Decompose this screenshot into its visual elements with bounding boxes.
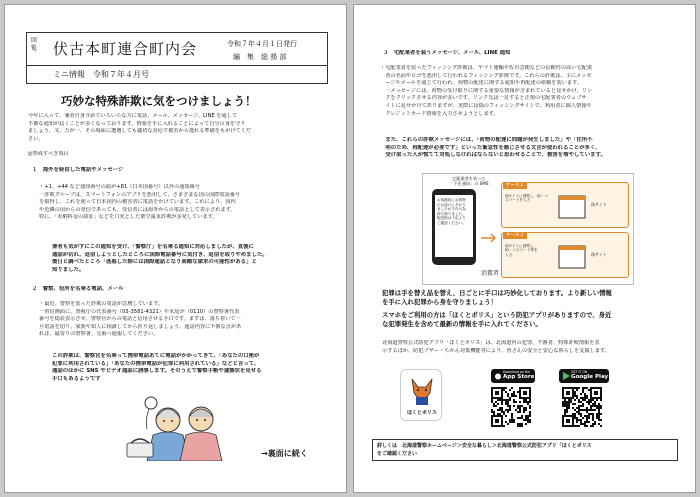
details-text bbox=[377, 442, 675, 458]
s1-note-line: 通話が切れ、返信しようとしたところに国際電話番号に気付き、返信を取りやめました。 bbox=[52, 251, 268, 258]
app-store-badge[interactable] bbox=[491, 369, 535, 383]
s3-note-line: 明のため、再配達が必要です」といった緊急性を感じさせる文言が使われることが多く、 bbox=[380, 144, 601, 151]
s2-line: 一着信画面に、警視庁の代表番号（03-3581-4321）や末尾が（0110）の警察署代表 bbox=[39, 308, 240, 315]
s2-line: 旦電話を切り、家族や知人に相談してから折り返しましょう。通話内容に不審な点があ bbox=[39, 323, 242, 330]
app-name: ほくとポリス bbox=[407, 410, 437, 416]
app-desc-line: 示するほか、防犯ブザー・ちかん対策機能等により、皆さんの安全と安心な暮らしを支援します。 bbox=[382, 347, 610, 354]
section2-body bbox=[39, 301, 329, 339]
association-title: 伏古本町連合町内会 bbox=[53, 40, 198, 58]
google-play-label: Google Play bbox=[571, 374, 609, 380]
warning-line: 犯罪は手を替え品を替え、日ごとに手口は巧妙化しております。より新しい情報 bbox=[382, 289, 612, 297]
consumer-label: 消費者 bbox=[481, 270, 500, 277]
section3-body bbox=[380, 65, 685, 118]
section3-title: ３ 宅配業者を装うメッセージ、メール、LINE 通知 bbox=[383, 50, 511, 56]
intro-text bbox=[28, 113, 328, 143]
editor: 編 集 総 務 部 bbox=[233, 53, 287, 61]
s3-line: ージやメールを通じて行われ、荷物の配達に関する通知や再配達の依頼を装います。 bbox=[380, 80, 583, 87]
apple-icon bbox=[494, 372, 502, 380]
arrow-icon bbox=[481, 218, 499, 258]
section1-title: １ 海外を経由した電話やメッセージ bbox=[32, 167, 124, 173]
issue-date: 令和７年４月１日発行 bbox=[227, 40, 297, 48]
s1-note-line: 知りました。 bbox=[52, 266, 85, 273]
section2-title: ２ 警察、役所を名乗る電話、メール bbox=[32, 286, 124, 292]
s2-note-line: 通話のほかに SNS やビデオ通話に誘導します。そのうえで警察手帳や逮捕状を見せる bbox=[52, 368, 262, 375]
elderly-phone-illustration bbox=[123, 385, 239, 461]
s1-line: ・+1、+44 など通知番号の頭が+81（日本国番号）以外の通知番号 bbox=[39, 184, 200, 190]
s1-note-line: 後日と調べたところ「迷惑した際には国際通話となり高額な請求の可能性がある」と bbox=[52, 259, 257, 266]
s1-line: や近隣の国からの発信であっても、受信者には海外からの電話として表示されます。 bbox=[39, 206, 236, 213]
s3-line: 一メッセージには、荷物の受け取りに関する重要な情報が含まれていると見せかけ、リン bbox=[380, 87, 593, 94]
google-play-badge[interactable] bbox=[559, 369, 609, 383]
sumapo-text bbox=[382, 311, 682, 329]
section3-note bbox=[380, 137, 685, 160]
sms-caption: 宅配業者を装った 「不在通知」の SMS bbox=[449, 176, 489, 186]
phishing-illustration bbox=[422, 173, 634, 285]
s3-note-line: また、これらの詐欺メッセージには、「荷物の配達に問題が発生しました」や「住所不 bbox=[380, 137, 593, 143]
play-icon bbox=[562, 372, 570, 380]
case2-label: ケース２ bbox=[503, 233, 527, 239]
intro-line: さい。 bbox=[28, 135, 44, 142]
case1-label: ケース１ bbox=[503, 183, 527, 189]
headline: 巧妙な特殊詐欺に気をつけましょう！ bbox=[61, 94, 257, 108]
fake-site-icon bbox=[557, 242, 587, 272]
app-desc-line: 北海道警察公式防犯アプリ「ほくとポリス」は、北海道内の犯罪、不審者、特殊詐欺情報を表 bbox=[382, 340, 600, 346]
circulate-mark: 回 覧 bbox=[31, 37, 38, 52]
s1-line: を取得し、これを使って日本国内の被害者に電話をかけています。これにより、国内 bbox=[39, 199, 236, 206]
s3-line: クレジットカード情報を入力させようとします。 bbox=[380, 110, 499, 117]
section1-note bbox=[52, 244, 330, 274]
intro-line: 今年に入って、兼者自身含めていろいろな方に電話、メール、メッセージ、LINE を通して bbox=[28, 113, 238, 119]
hokuto-police-app-icon[interactable] bbox=[400, 369, 442, 421]
fox-mascot-icon bbox=[406, 373, 438, 407]
warning-line: を手に入れ犯罪から身を守りましょう！ bbox=[382, 298, 498, 306]
s2-line: れば、最寄りの警察署、交番へ通報してください。 bbox=[39, 331, 159, 338]
caution-heading: ◎警戒すべき項目 bbox=[28, 151, 69, 157]
s2-line: 番号を偽装表示させ、警察官からの電話と信用させる手口です。ますは、落ち着いて一 bbox=[39, 316, 241, 323]
case1-text: 偽サイトに誘導し、ID・パスワードを入力 bbox=[505, 194, 549, 203]
s3-note-line: 受け取った人が慌てて対処しなければならないと思わせることで、被害を増やしています。 bbox=[380, 152, 606, 159]
left-page bbox=[4, 4, 347, 493]
sms-text: お客様宛にお荷物のお届けにあがりましたが不在の為持ち帰りました。配送物は下記よりご確認ください。 bbox=[437, 198, 466, 225]
s1-note-line: 兼者も気がすにこの通知を受け、「警察庁」を名乗る通知に対応しましたが、直後に bbox=[52, 244, 254, 250]
app-store-label: App Store bbox=[503, 374, 535, 380]
details-box bbox=[372, 439, 678, 461]
intro-line: 不審な通知が届くことが多くなっております。情報を手に入れることによって自分の身を守り bbox=[28, 120, 246, 127]
right-page bbox=[353, 4, 696, 493]
details-line: をご確認ください bbox=[377, 451, 418, 457]
s2-note-line: 犯罪に利用されている」「あなたの携帯電話が犯罪に利用されている」などと言って、 bbox=[52, 360, 260, 367]
google-play-top: GET IT ON bbox=[571, 370, 588, 374]
app-description bbox=[382, 340, 687, 355]
s3-line: 者の名前やロゴを悪用して行われるフィッシング詐欺です。これらの詐欺は、主にメッセ bbox=[380, 72, 592, 79]
case2-site: 偽サイト bbox=[591, 252, 607, 257]
s1-line: 特に、「未納料金の請求」などを口実とした架空請求詐欺が多発しています。 bbox=[39, 214, 218, 221]
sumapo-line: な犯罪発生を含めて最新の情報を手に入れてください。 bbox=[382, 320, 542, 328]
app-store-qr-code[interactable] bbox=[491, 387, 531, 427]
s1-line: 一詐欺グループは、スマートフォンのアプリを悪用して、さまざまな国の国際電話番号 bbox=[39, 191, 241, 198]
s3-line: イトに見せかけてありますが、実際には偽のフィッシングサイトで、利用者に個人情報や bbox=[380, 102, 592, 109]
intro-line: ましょう。又、万が一、その場面に遭遇しても適切な対応で被害から逃れる準備をもがけてくだ bbox=[28, 128, 252, 135]
sumapo-line: スマホをご利用の方は「ほくとポリス」という防犯アプリがありますので、身近 bbox=[382, 311, 612, 319]
details-line: 詳しくは 北海道警察ホームページ＞安全な暮らし＞北海道警察公式防犯アプリ「ほくとポリス bbox=[377, 443, 592, 449]
section1-body bbox=[39, 184, 329, 222]
case2-text: 偽サイトに誘導し、 ID・パスワード等を 入力 bbox=[505, 244, 538, 257]
s2-note-line: 手口もあるようです bbox=[52, 375, 101, 382]
subtitle: ミニ情報 令和７年４月号 bbox=[53, 70, 149, 79]
warning-text bbox=[382, 289, 682, 307]
s3-line: クをクリックさせる内容が多いです。リンク先は一見すると正規の宅配業者のウェブサ bbox=[380, 95, 587, 102]
section2-note bbox=[52, 353, 330, 383]
s2-line: ・最近、警察を装った詐欺の電話が急増しています。 bbox=[39, 301, 164, 307]
continue-note: →裏面に続く bbox=[261, 449, 308, 458]
app-store-top: Download on the bbox=[503, 370, 531, 374]
s3-line: ・宅配業者を装ったフィッシング詐欺は、ヤマト運輸や佐川急便などの信頼性の高い宅配業 bbox=[380, 65, 593, 71]
s2-note-line: この詐欺は、警察官を名乗って携帯電話あてに電話がかかってきて、「あなたの口座が bbox=[52, 353, 260, 359]
fake-site-icon bbox=[557, 192, 587, 222]
google-play-qr-code[interactable] bbox=[562, 387, 602, 427]
case1-site: 偽サイト bbox=[591, 202, 607, 207]
